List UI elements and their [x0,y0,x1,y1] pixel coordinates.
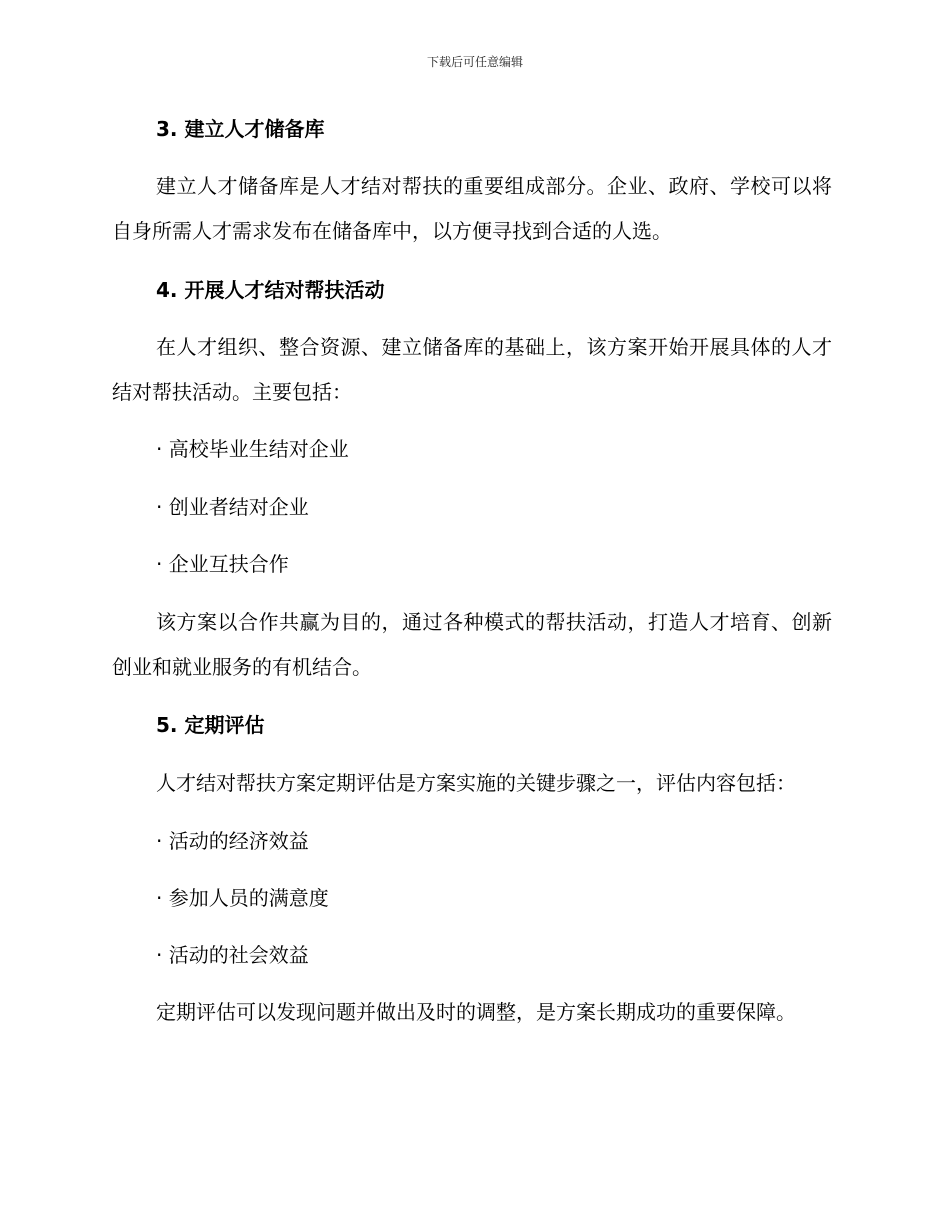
section-3-heading: 3. 建立人才储备库 [156,117,325,141]
section-5-heading: 5. 定期评估 [156,713,265,737]
section-3-paragraph: 建立人才储备库是人才结对帮扶的重要组成部分。企业、政府、学校可以将自身所需人才需求发布在储备库中，以方便寻找到合适的人选。 [112,174,832,243]
page-header: 下载后可任意编辑 [426,55,523,69]
section-4-bullet-2: · 创业者结对企业 [156,495,309,519]
section-5-closing-paragraph: 定期评估可以发现问题并做出及时的调整，是方案长期成功的重要保障。 [156,1000,796,1024]
section-5-bullet-3: · 活动的社会效益 [156,943,309,967]
section-4-closing-paragraph: 该方案以合作共赢为目的，通过各种模式的帮扶活动，打造人才培育、创新创业和就业服务的有机结合。 [112,610,832,679]
section-4-bullet-3: · 企业互扶合作 [156,552,289,576]
section-5-paragraph: 人才结对帮扶方案定期评估是方案实施的关键步骤之一，评估内容包括： [156,771,796,795]
section-4-paragraph: 在人才组织、整合资源、建立储备库的基础上，该方案开始开展具体的人才结对帮扶活动。主要包括： [112,335,832,404]
document-body [112,110,832,1035]
section-5-bullet-1: · 活动的经济效益 [156,829,309,853]
section-5-bullet-2: · 参加人员的满意度 [156,886,329,910]
section-4-bullet-1: · 高校毕业生结对企业 [156,437,349,461]
section-4-heading: 4. 开展人才结对帮扶活动 [156,278,385,302]
